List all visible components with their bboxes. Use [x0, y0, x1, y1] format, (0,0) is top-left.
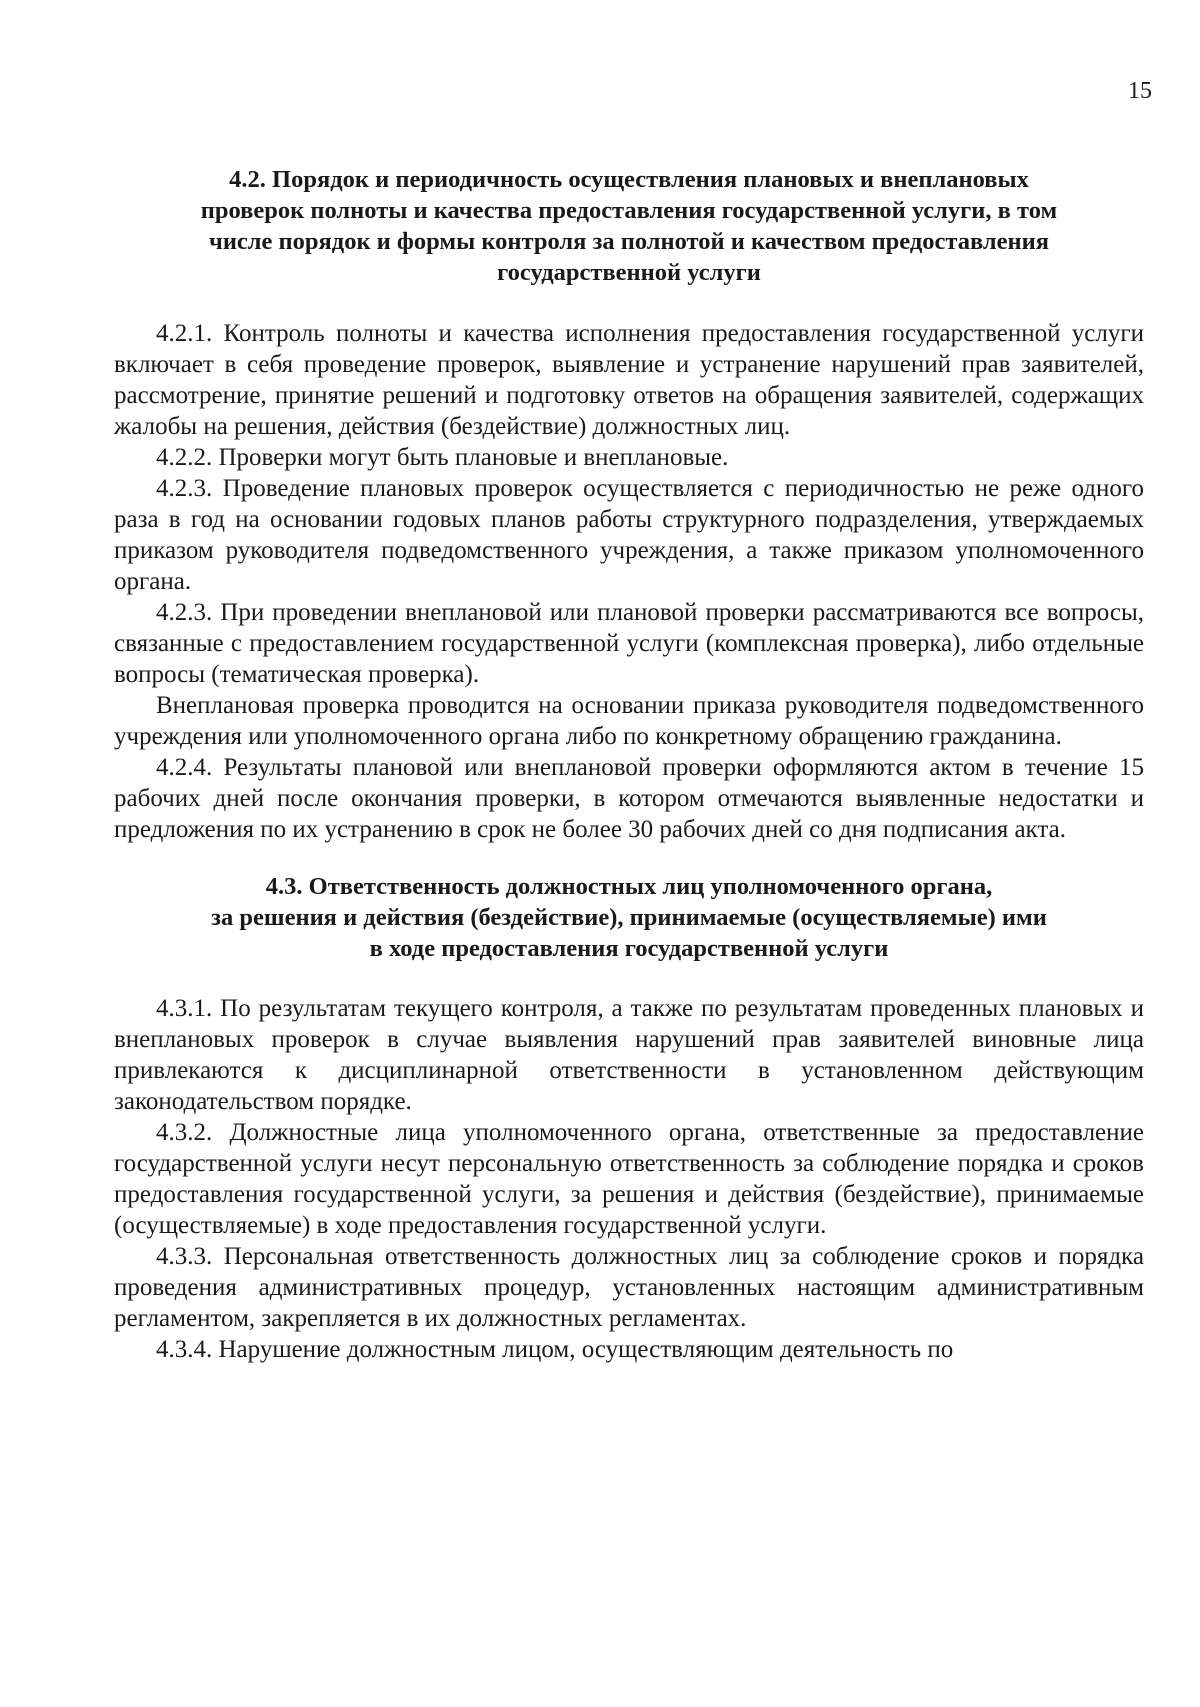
heading-line: государственной услуги [497, 259, 761, 286]
page-content [114, 164, 1144, 1365]
heading-line: проверок полноты и качества предоставления государственной услуги, в том [200, 197, 1058, 224]
paragraph-4-3-1: 4.3.1. По результатам текущего контроля, а также по результатам проведенных плановых и внеплановых проверок в случае выявления нарушений прав заявителей виновные лица привлекаются к дисциплинарной ответственности в установленном действующим законодательством порядке. [114, 995, 1144, 1115]
paragraph-4-2-3-planned: 4.2.3. Проведение плановых проверок осуществляется с периодичностью не реже одного раза в год на основании годовых планов работы структурного подразделения, утверждаемых приказом руководителя подведомственного учреждения, а также приказом уполномоченного органа. [114, 475, 1144, 595]
paragraph-unscheduled-inspection: Внеплановая проверка проводится на основании приказа руководителя подведомственного учреждения или уполномоченного органа либо по конкретному обращению гражданина. [114, 692, 1144, 750]
section-spacer [114, 845, 1144, 871]
paragraph-4-2-4: 4.2.4. Результаты плановой или внеплановой проверки оформляются актом в течение 15 рабочих дней после окончания проверки, в котором отмечаются выявленные недостатки и предложения по их устранению в срок не более 30 рабочих дней со дня подписания акта. [114, 754, 1144, 843]
heading-line: за решения и действия (бездействие), принимаемые (осуществляемые) ими [211, 904, 1047, 931]
paragraph-4-3-2: 4.3.2. Должностные лица уполномоченного органа, ответственные за предоставление государственной услуги несут персональную ответственность за соблюдение порядка и сроков предоставления государственной услуги, за решения и действия (бездействие), принимаемые (осуществляемые) в ходе предоставления государственной услуги. [114, 1119, 1144, 1239]
heading-line: 4.2. Порядок и периодичность осуществления плановых и внеплановых [229, 166, 1029, 193]
paragraph-4-2-1: 4.2.1. Контроль полноты и качества исполнения предоставления государственной услуги включает в себя проведение проверок, выявление и устранение нарушений прав заявителей, рассмотрение, принятие решений и подготовку ответов на обращения заявителей, содержащих жалобы на решения, действия (бездействие) должностных лиц. [114, 320, 1144, 440]
section-4-2-heading [114, 164, 1144, 288]
page-number: 15 [1128, 78, 1152, 104]
paragraph-4-2-3-unscheduled: 4.2.3. При проведении внеплановой или плановой проверки рассматриваются все вопросы, связанные с предоставлением государственной услуги (комплексная проверка), либо отдельные вопросы (тематическая проверка). [114, 599, 1144, 688]
paragraph-4-3-3: 4.3.3. Персональная ответственность должностных лиц за соблюдение сроков и порядка проведения административных процедур, установленных настоящим административным регламентом, закрепляется в их должностных регламентах. [114, 1243, 1144, 1332]
section-4-3-heading [114, 871, 1144, 964]
paragraph-4-2-2: 4.2.2. Проверки могут быть плановые и внеплановые. [156, 444, 729, 471]
heading-line: в ходе предоставления государственной услуги [369, 935, 889, 962]
heading-line: 4.3. Ответственность должностных лиц уполномоченного органа, [265, 873, 993, 900]
paragraph-4-3-4: 4.3.4. Нарушение должностным лицом, осуществляющим деятельность по [156, 1336, 954, 1363]
heading-line: числе порядок и формы контроля за полнотой и качеством предоставления [209, 228, 1049, 255]
